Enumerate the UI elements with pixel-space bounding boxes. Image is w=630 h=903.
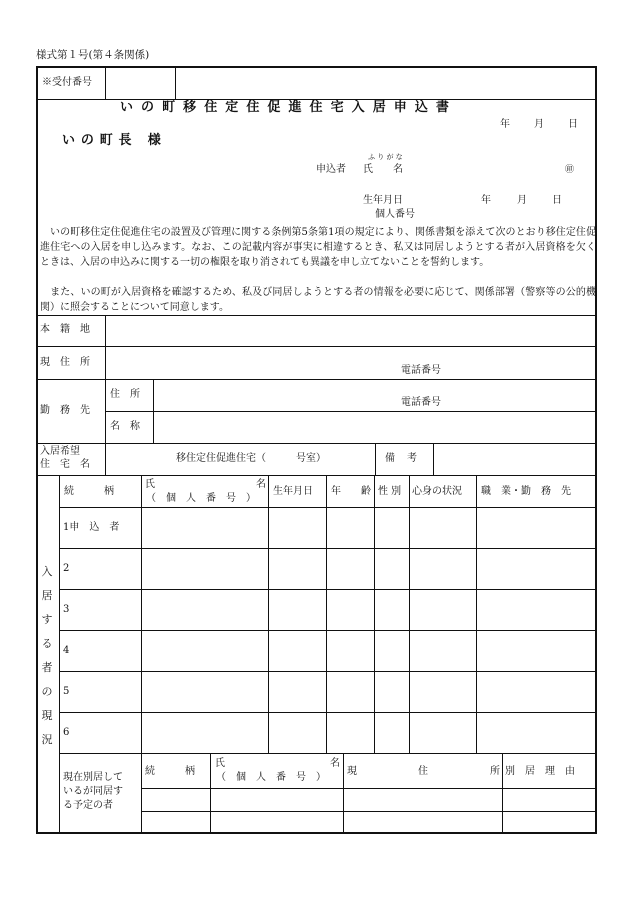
header-name-shi: 氏 <box>145 479 155 490</box>
header-occupation: 職 業・勤 務 先 <box>481 486 571 497</box>
addressee: いの町長 様 <box>62 133 167 148</box>
applicant-name-label: 氏 名 <box>363 164 403 175</box>
receipt-number-field[interactable] <box>107 68 173 98</box>
separate-header-address-2: 住 <box>418 766 428 777</box>
resident-rows-input-area[interactable] <box>142 508 597 753</box>
separate-header-personal-number: （ 個 人 番 号 ） <box>216 772 326 783</box>
applicant-name-field[interactable] <box>410 160 560 178</box>
separate-header-address-3: 所 <box>490 766 500 777</box>
separate-label-line3: る予定の者 <box>63 800 113 811</box>
separate-label-line1: 現在別居して <box>63 772 123 783</box>
divider <box>175 67 176 99</box>
workplace-address-label: 住 所 <box>110 389 140 400</box>
divider <box>36 315 597 316</box>
workplace-label: 勤 務 先 <box>40 405 90 416</box>
current-address-field[interactable] <box>107 348 595 362</box>
divider <box>433 443 434 475</box>
workplace-phone-label: 電話番号 <box>401 397 441 408</box>
current-address-label: 現 住 所 <box>40 357 90 368</box>
receipt-number-label: ※受付番号 <box>42 77 92 88</box>
header-health: 心身の状況 <box>412 486 462 497</box>
divider <box>105 411 597 412</box>
row-label: 1申 込 者 <box>63 522 120 533</box>
applicant-label: 申込者 <box>316 164 346 175</box>
workplace-name-field[interactable] <box>155 413 595 441</box>
separate-rows-input-area[interactable] <box>142 789 597 833</box>
divider <box>153 379 154 443</box>
date-month: 月 <box>534 119 544 130</box>
form-label: 様式第１号(第４条関係) <box>36 49 150 61</box>
divider <box>36 475 597 476</box>
divider <box>375 443 376 475</box>
declaration-paragraph-1: いの町移住定住促進住宅の設置及び管理に関する条例第5条第1項の規定により、関係書類を添えて次のとおり移住定住促進住宅への入居を申し込みます。なお、この記載内容が事実に相違するとき、私又は同居しようとする者が入居資格を欠くときは、入居の申込みに関する一切の権限を取り消されても異議を申し立てないことを誓約します。 <box>40 227 596 268</box>
personal-number-label: 個人番号 <box>375 209 415 220</box>
separate-header-relationship: 続 柄 <box>145 766 195 777</box>
desired-housing-label-1: 入居希望 <box>40 446 80 457</box>
row-label: 2 <box>63 563 70 574</box>
divider <box>105 67 106 99</box>
birth-date-label: 生年月日 <box>363 195 403 206</box>
residents-side-label: 入居する者の現況 <box>41 565 53 746</box>
current-phone-label: 電話番号 <box>401 365 441 376</box>
date-day: 日 <box>568 119 578 130</box>
separate-header-address-1: 現 <box>347 766 357 777</box>
receipt-extra-field[interactable] <box>177 68 595 98</box>
honseki-label: 本 籍 地 <box>40 324 90 335</box>
desired-housing-label-2: 住 宅 名 <box>40 459 90 470</box>
row-label: 5 <box>63 686 70 697</box>
divider <box>59 753 597 754</box>
divider <box>59 475 60 834</box>
divider <box>36 443 597 444</box>
separate-header-mei: 名 <box>330 758 340 769</box>
housing-room-field[interactable]: 移住定住促進住宅（ 号室） <box>176 453 326 464</box>
birth-day: 日 <box>552 195 562 206</box>
separate-label-line2: いるが同居す <box>63 786 123 797</box>
workplace-name-label: 名 称 <box>110 421 140 432</box>
workplace-address-field[interactable] <box>155 381 595 395</box>
workplace-phone-field[interactable] <box>450 395 595 410</box>
header-sex: 性 別 <box>378 486 402 497</box>
separate-header-shi: 氏 <box>215 758 225 769</box>
honseki-field[interactable] <box>107 317 595 345</box>
row-label: 4 <box>63 645 70 656</box>
form-title: いの町移住定住促進住宅入居申込書 <box>120 100 457 115</box>
divider <box>36 346 597 347</box>
personal-number-field[interactable] <box>420 206 590 222</box>
header-name-mei: 名 <box>256 479 266 490</box>
header-birth-date: 生年月日 <box>273 486 313 497</box>
birth-month: 月 <box>517 195 527 206</box>
current-phone-field[interactable] <box>450 362 595 378</box>
row-label: 6 <box>63 727 70 738</box>
date-year: 年 <box>500 119 510 130</box>
divider <box>105 315 106 475</box>
row-label: 3 <box>63 604 70 615</box>
furigana-label: ふ り が な <box>368 153 403 161</box>
remarks-field[interactable] <box>435 445 595 473</box>
header-relationship: 続 柄 <box>64 486 114 497</box>
separate-header-reason: 別 居 理 由 <box>505 766 575 777</box>
remarks-label: 備 考 <box>385 453 418 464</box>
divider <box>36 379 597 380</box>
header-age: 年 齢 <box>331 486 371 497</box>
declaration-paragraph-2: また、いの町が入居資格を確認するため、私及び同居しようとする者の情報を必要に応じて、関係部署（警察等の公的機関）に照会することについて同意します。 <box>40 287 596 313</box>
seal-mark: ㊞ <box>565 165 575 175</box>
birth-year: 年 <box>481 195 491 206</box>
header-personal-number: （ 個 人 番 号 ） <box>146 493 256 504</box>
